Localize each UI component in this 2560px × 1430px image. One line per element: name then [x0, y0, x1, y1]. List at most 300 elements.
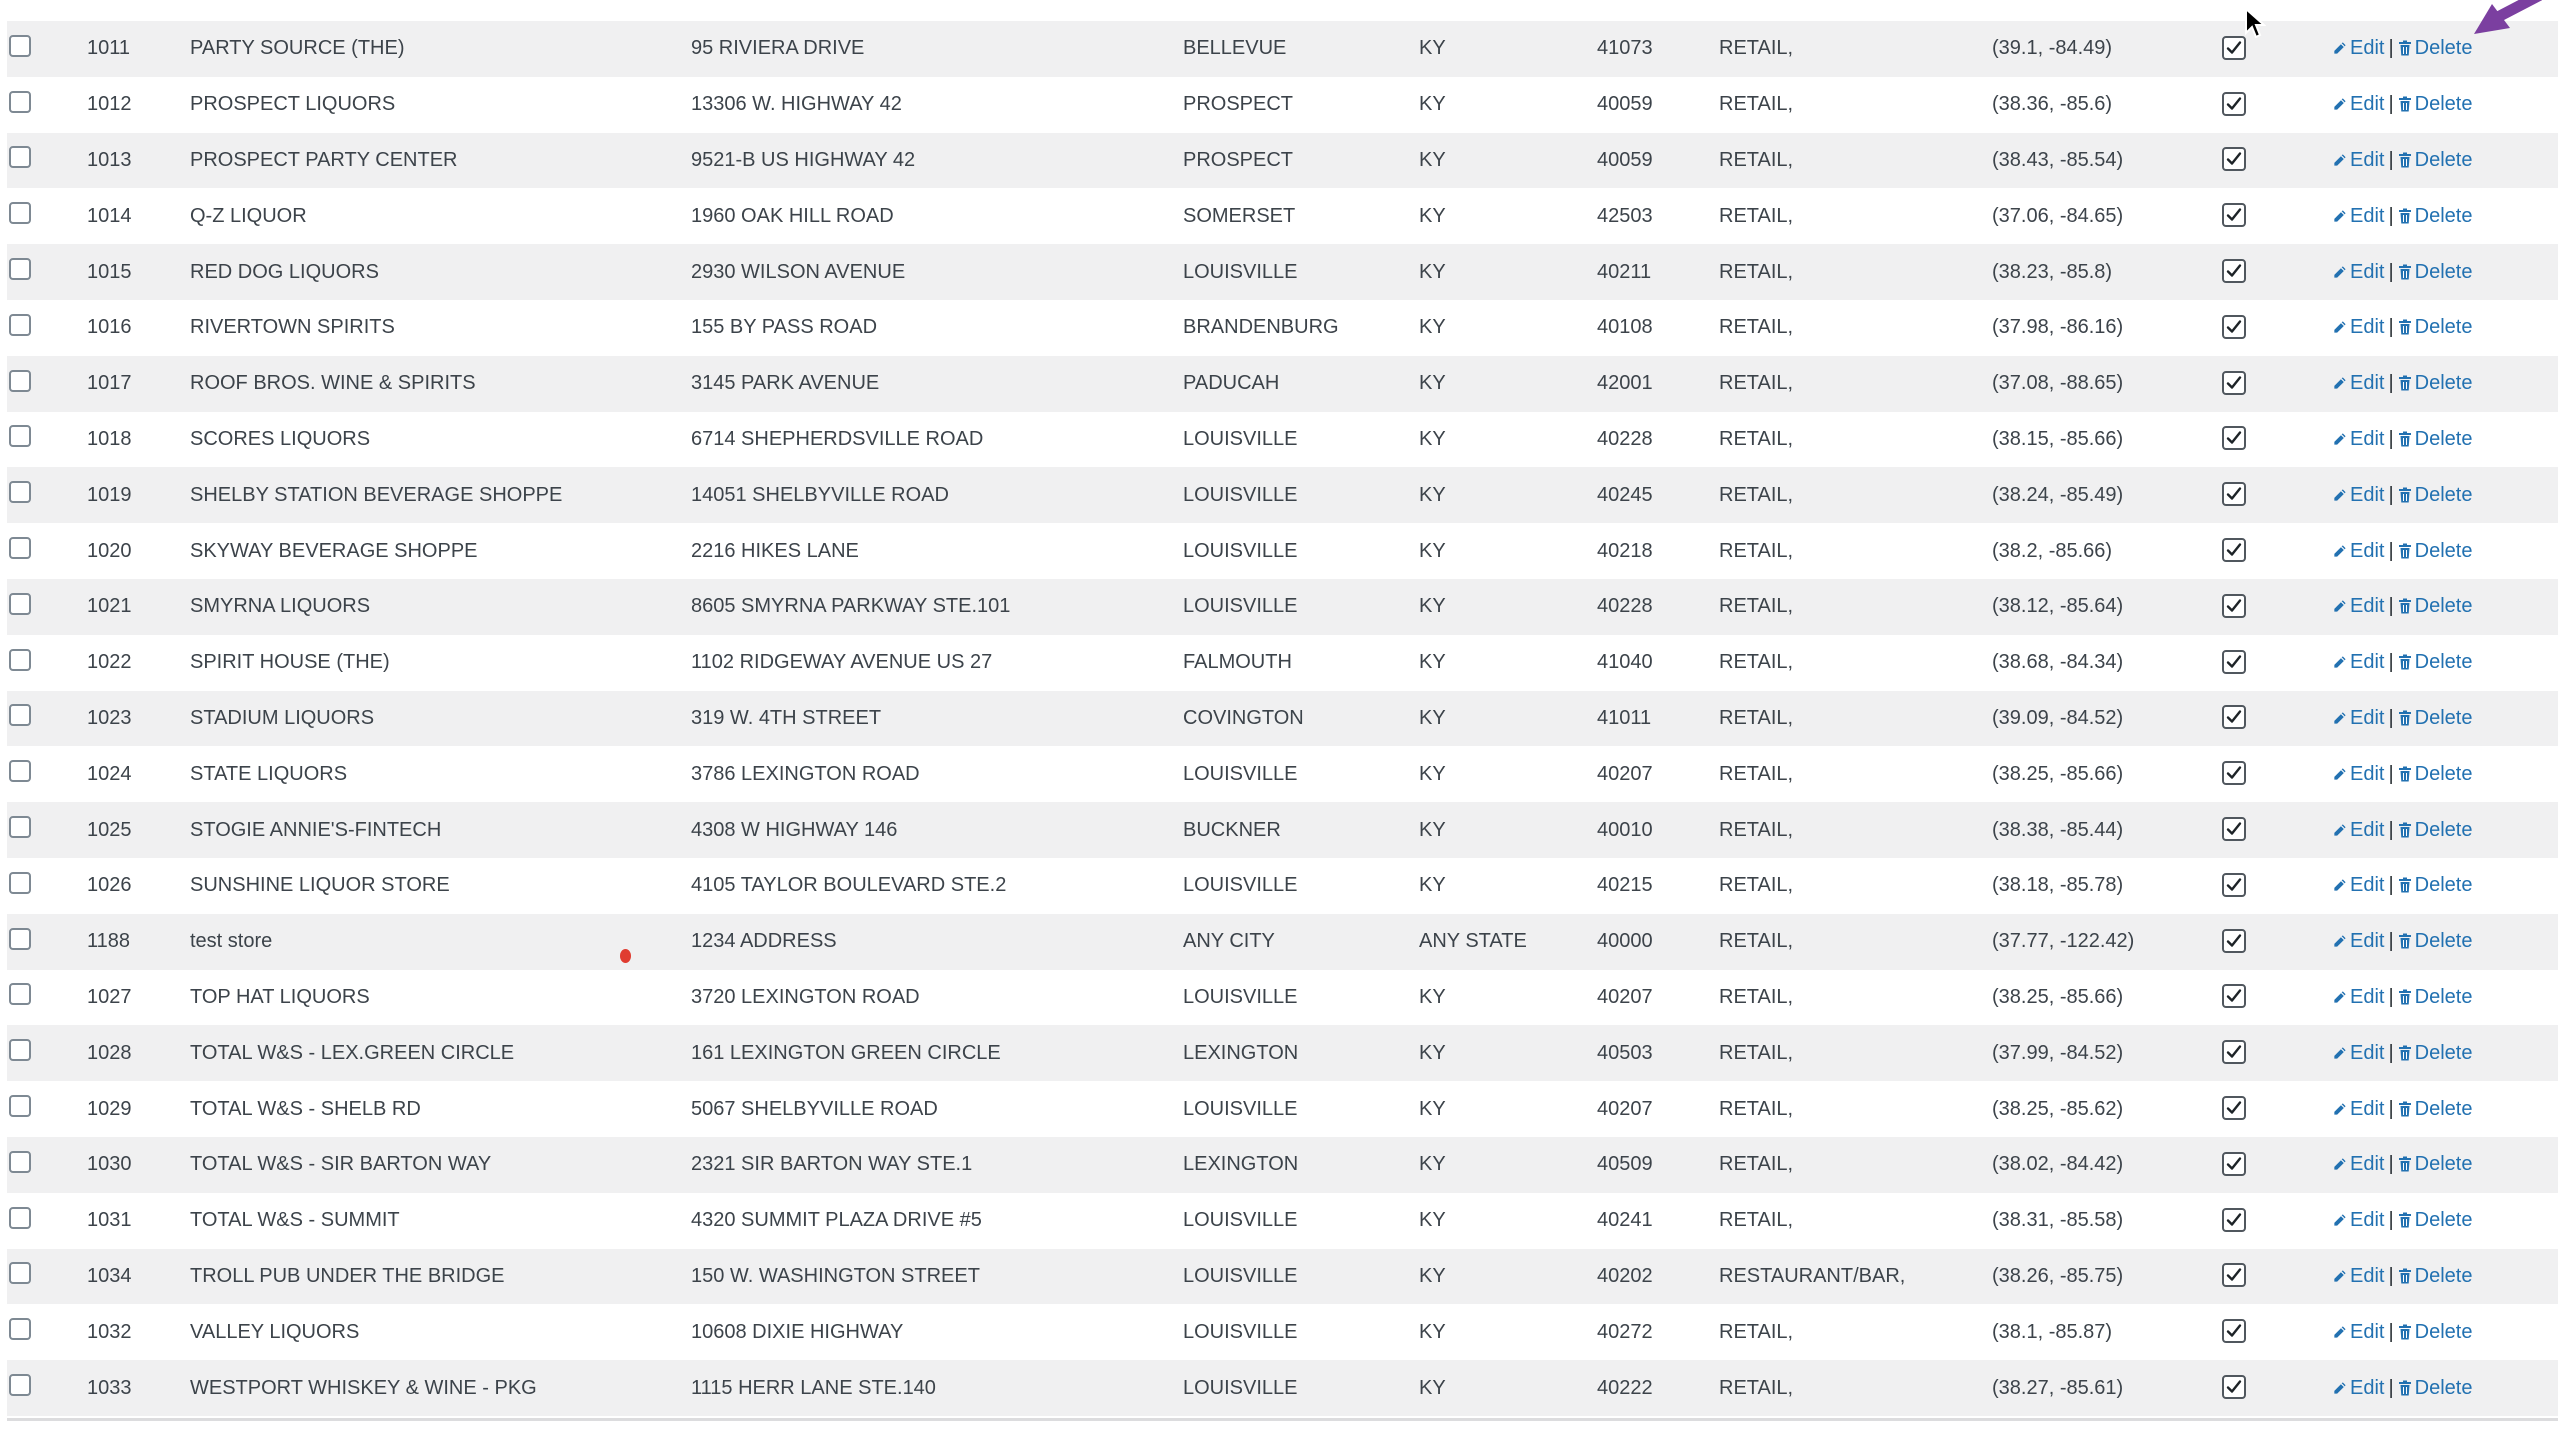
- pencil-icon: [2332, 209, 2347, 224]
- row-select-checkbox[interactable]: [9, 983, 31, 1005]
- active-cell: [2222, 691, 2332, 747]
- active-cell: [2222, 21, 2332, 77]
- action-separator: |: [2388, 1097, 2394, 1120]
- checkmark-icon: [2225, 39, 2243, 57]
- checkmark-icon: [2225, 262, 2243, 280]
- store-type-cell: RESTAURANT/BAR,: [1719, 1264, 1906, 1287]
- pencil-icon: [2332, 432, 2347, 447]
- active-checkbox[interactable]: [2222, 315, 2246, 339]
- store-type-cell: RETAIL,: [1719, 1041, 1794, 1064]
- store-coords-cell: (37.98, -86.16): [1992, 316, 2124, 339]
- trash-icon: [2398, 264, 2412, 280]
- action-separator: |: [2388, 93, 2394, 116]
- delete-link[interactable]: [2398, 986, 2473, 1008]
- table-row: [7, 412, 2558, 468]
- edit-link[interactable]: [2332, 428, 2384, 450]
- store-zip-cell: 40503: [1597, 1041, 1653, 1064]
- delete-link[interactable]: [2398, 149, 2473, 171]
- store-zip-cell: 40241: [1597, 1209, 1653, 1232]
- store-name-cell: test store: [190, 930, 273, 953]
- row-actions-cell: [2332, 1304, 2558, 1360]
- row-select-checkbox[interactable]: [9, 1095, 31, 1117]
- store-zip-cell: 40228: [1597, 427, 1653, 450]
- delete-label: Delete: [2414, 148, 2473, 171]
- row-actions-cell: [2332, 77, 2558, 133]
- delete-link[interactable]: [2398, 930, 2473, 952]
- active-checkbox[interactable]: [2222, 1375, 2246, 1399]
- row-select-cell: [7, 746, 87, 802]
- delete-label: Delete: [2414, 1153, 2473, 1176]
- active-checkbox[interactable]: [2222, 259, 2246, 283]
- active-cell: [2222, 635, 2332, 691]
- active-checkbox[interactable]: [2222, 984, 2246, 1008]
- row-actions-cell: [2332, 1249, 2558, 1305]
- store-name-cell: STADIUM LIQUORS: [190, 706, 375, 729]
- store-name-cell: TROLL PUB UNDER THE BRIDGE: [190, 1264, 505, 1287]
- store-state-cell: KY: [1419, 1097, 1446, 1120]
- store-zip-cell: 40211: [1597, 260, 1652, 283]
- row-select-checkbox[interactable]: [9, 35, 31, 57]
- delete-link[interactable]: [2398, 1042, 2473, 1064]
- delete-label: Delete: [2414, 874, 2473, 897]
- row-select-cell: [7, 244, 87, 300]
- table-row: [7, 970, 2558, 1026]
- pencil-icon: [2332, 1213, 2347, 1228]
- row-select-checkbox[interactable]: [9, 816, 31, 838]
- active-checkbox[interactable]: [2222, 1208, 2246, 1232]
- edit-link[interactable]: [2332, 316, 2384, 338]
- pencil-icon: [2332, 878, 2347, 893]
- trash-icon: [2398, 1268, 2412, 1284]
- edit-link[interactable]: [2332, 540, 2384, 562]
- active-checkbox[interactable]: [2222, 203, 2246, 227]
- delete-label: Delete: [2414, 204, 2473, 227]
- delete-label: Delete: [2414, 1097, 2473, 1120]
- store-zip-cell: 40215: [1597, 874, 1653, 897]
- delete-link[interactable]: [2398, 819, 2473, 841]
- row-select-checkbox[interactable]: [9, 202, 31, 224]
- trash-icon: [2398, 710, 2412, 726]
- active-checkbox[interactable]: [2222, 817, 2246, 841]
- action-separator: |: [2388, 1153, 2394, 1176]
- edit-link[interactable]: [2332, 874, 2384, 896]
- active-cell: [2222, 412, 2332, 468]
- checkmark-icon: [2225, 1322, 2243, 1340]
- active-checkbox[interactable]: [2222, 371, 2246, 395]
- delete-link[interactable]: [2398, 205, 2473, 227]
- action-separator: |: [2388, 1209, 2394, 1232]
- store-city-cell: LOUISVILLE: [1183, 1097, 1298, 1120]
- row-select-cell: [7, 802, 87, 858]
- row-select-cell: [7, 1249, 87, 1305]
- edit-link[interactable]: [2332, 149, 2384, 171]
- row-select-checkbox[interactable]: [9, 872, 31, 894]
- delete-link[interactable]: [2398, 1098, 2473, 1120]
- store-state-cell: KY: [1419, 1264, 1446, 1287]
- trash-icon: [2398, 1156, 2412, 1172]
- pencil-icon: [2332, 41, 2347, 56]
- store-zip-cell: 42503: [1597, 204, 1653, 227]
- store-name-cell: WESTPORT WHISKEY & WINE - PKG: [190, 1376, 537, 1399]
- checkmark-icon: [2225, 987, 2243, 1005]
- pencil-icon: [2332, 544, 2347, 559]
- store-state-cell: KY: [1419, 483, 1446, 506]
- store-city-cell: ANY CITY: [1183, 930, 1275, 953]
- delete-link[interactable]: [2398, 1377, 2473, 1399]
- active-cell: [2222, 579, 2332, 635]
- table-row: [7, 1193, 2558, 1249]
- store-address-cell: 6714 SHEPHERDSVILLE ROAD: [691, 427, 984, 450]
- store-name-cell: STATE LIQUORS: [190, 762, 348, 785]
- delete-link[interactable]: [2398, 428, 2473, 450]
- edit-label: Edit: [2350, 483, 2385, 506]
- store-name-cell: TOTAL W&S - SIR BARTON WAY: [190, 1153, 492, 1176]
- edit-link[interactable]: [2332, 93, 2384, 115]
- checkmark-icon: [2225, 429, 2243, 447]
- active-cell: [2222, 467, 2332, 523]
- store-state-cell: KY: [1419, 985, 1446, 1008]
- edit-link[interactable]: [2332, 1209, 2384, 1231]
- pencil-icon: [2332, 767, 2347, 782]
- action-separator: |: [2388, 316, 2394, 339]
- row-actions-cell: [2332, 858, 2558, 914]
- store-id-cell: 1030: [87, 1153, 132, 1176]
- row-select-cell: [7, 523, 87, 579]
- active-checkbox[interactable]: [2222, 1319, 2246, 1343]
- active-checkbox[interactable]: [2222, 761, 2246, 785]
- table-row: [7, 300, 2558, 356]
- row-select-checkbox[interactable]: [9, 425, 31, 447]
- action-separator: |: [2388, 204, 2394, 227]
- delete-link[interactable]: [2398, 372, 2473, 394]
- active-cell: [2222, 356, 2332, 412]
- store-city-cell: LOUISVILLE: [1183, 762, 1298, 785]
- store-zip-cell: 42001: [1597, 372, 1653, 395]
- active-checkbox[interactable]: [2222, 426, 2246, 450]
- delete-label: Delete: [2414, 985, 2473, 1008]
- store-city-cell: LOUISVILLE: [1183, 260, 1298, 283]
- delete-link[interactable]: [2398, 93, 2473, 115]
- store-type-cell: RETAIL,: [1719, 1209, 1794, 1232]
- store-type-cell: RETAIL,: [1719, 1320, 1794, 1343]
- store-state-cell: KY: [1419, 539, 1446, 562]
- store-type-cell: RETAIL,: [1719, 483, 1794, 506]
- store-city-cell: BRANDENBURG: [1183, 316, 1339, 339]
- store-address-cell: 3786 LEXINGTON ROAD: [691, 762, 920, 785]
- active-checkbox[interactable]: [2222, 873, 2246, 897]
- store-id-cell: 1022: [87, 651, 132, 674]
- row-select-checkbox[interactable]: [9, 537, 31, 559]
- row-select-checkbox[interactable]: [9, 91, 31, 113]
- arrow-annotation-icon: [2462, 0, 2542, 40]
- active-checkbox[interactable]: [2222, 705, 2246, 729]
- edit-link[interactable]: [2332, 1042, 2384, 1064]
- delete-link[interactable]: [2398, 874, 2473, 896]
- store-type-cell: RETAIL,: [1719, 651, 1794, 674]
- edit-link[interactable]: [2332, 763, 2384, 785]
- store-coords-cell: (38.18, -85.78): [1992, 874, 2124, 897]
- pencil-icon: [2332, 1157, 2347, 1172]
- stores-table-wrap: [7, 21, 2558, 1416]
- row-select-checkbox[interactable]: [9, 649, 31, 671]
- edit-link[interactable]: [2332, 372, 2384, 394]
- delete-link[interactable]: [2398, 763, 2473, 785]
- trash-icon: [2398, 933, 2412, 949]
- store-address-cell: 9521-B US HIGHWAY 42: [691, 148, 916, 171]
- delete-link[interactable]: [2398, 1321, 2473, 1343]
- row-select-cell: [7, 133, 87, 189]
- store-zip-cell: 40059: [1597, 148, 1653, 171]
- store-name-cell: SUNSHINE LIQUOR STORE: [190, 874, 450, 897]
- edit-label: Edit: [2350, 1153, 2385, 1176]
- checkmark-icon: [2225, 708, 2243, 726]
- edit-link[interactable]: [2332, 1153, 2384, 1175]
- store-zip-cell: 40059: [1597, 93, 1653, 116]
- table-row: [7, 1360, 2558, 1416]
- active-checkbox[interactable]: [2222, 1096, 2246, 1120]
- active-cell: [2222, 1360, 2332, 1416]
- store-type-cell: RETAIL,: [1719, 985, 1794, 1008]
- edit-label: Edit: [2350, 1264, 2385, 1287]
- edit-link[interactable]: [2332, 930, 2384, 952]
- edit-link[interactable]: [2332, 484, 2384, 506]
- edit-link[interactable]: [2332, 205, 2384, 227]
- store-name-cell: SKYWAY BEVERAGE SHOPPE: [190, 539, 478, 562]
- store-city-cell: LOUISVILLE: [1183, 874, 1298, 897]
- active-checkbox[interactable]: [2222, 538, 2246, 562]
- edit-link[interactable]: [2332, 37, 2384, 59]
- row-select-cell: [7, 579, 87, 635]
- pencil-icon: [2332, 376, 2347, 391]
- action-separator: |: [2388, 260, 2394, 283]
- store-city-cell: BELLEVUE: [1183, 37, 1287, 60]
- table-row: [7, 1304, 2558, 1360]
- active-checkbox[interactable]: [2222, 92, 2246, 116]
- delete-label: Delete: [2414, 539, 2473, 562]
- active-checkbox[interactable]: [2222, 594, 2246, 618]
- trash-icon: [2398, 654, 2412, 670]
- store-id-cell: 1020: [87, 539, 132, 562]
- store-type-cell: RETAIL,: [1719, 818, 1794, 841]
- active-cell: [2222, 1025, 2332, 1081]
- active-cell: [2222, 188, 2332, 244]
- delete-link[interactable]: [2398, 1153, 2473, 1175]
- edit-link[interactable]: [2332, 1321, 2384, 1343]
- checkmark-icon: [2225, 485, 2243, 503]
- store-state-cell: KY: [1419, 1376, 1446, 1399]
- edit-link[interactable]: [2332, 1098, 2384, 1120]
- store-address-cell: 1234 ADDRESS: [691, 930, 837, 953]
- edit-link[interactable]: [2332, 986, 2384, 1008]
- store-city-cell: BUCKNER: [1183, 818, 1281, 841]
- delete-label: Delete: [2414, 1376, 2473, 1399]
- row-select-checkbox[interactable]: [9, 1262, 31, 1284]
- pencil-icon: [2332, 990, 2347, 1005]
- delete-link[interactable]: [2398, 484, 2473, 506]
- store-zip-cell: 41011: [1597, 706, 1652, 729]
- store-state-cell: KY: [1419, 818, 1446, 841]
- store-state-cell: KY: [1419, 148, 1446, 171]
- checkmark-icon: [2225, 1099, 2243, 1117]
- store-zip-cell: 40207: [1597, 762, 1653, 785]
- active-cell: [2222, 523, 2332, 579]
- action-separator: |: [2388, 706, 2394, 729]
- trash-icon: [2398, 319, 2412, 335]
- row-select-checkbox[interactable]: [9, 593, 31, 615]
- store-name-cell: ROOF BROS. WINE & SPIRITS: [190, 372, 476, 395]
- store-name-cell: TOP HAT LIQUORS: [190, 985, 370, 1008]
- store-id-cell: 1026: [87, 874, 132, 897]
- store-type-cell: RETAIL,: [1719, 1153, 1794, 1176]
- row-select-checkbox[interactable]: [9, 370, 31, 392]
- active-checkbox[interactable]: [2222, 1040, 2246, 1064]
- store-address-cell: 1115 HERR LANE STE.140: [691, 1376, 936, 1399]
- store-coords-cell: (37.99, -84.52): [1992, 1041, 2124, 1064]
- delete-link[interactable]: [2398, 540, 2473, 562]
- row-actions-cell: [2332, 1193, 2558, 1249]
- delete-label: Delete: [2414, 372, 2473, 395]
- store-name-cell: TOTAL W&S - SUMMIT: [190, 1209, 400, 1232]
- edit-link[interactable]: [2332, 819, 2384, 841]
- table-row: [7, 746, 2558, 802]
- pencil-icon: [2332, 153, 2347, 168]
- action-separator: |: [2388, 595, 2394, 618]
- store-address-cell: 3145 PARK AVENUE: [691, 372, 880, 395]
- row-actions-cell: [2332, 635, 2558, 691]
- active-checkbox[interactable]: [2222, 1152, 2246, 1176]
- row-select-checkbox[interactable]: [9, 928, 31, 950]
- store-zip-cell: 40108: [1597, 316, 1653, 339]
- store-coords-cell: (38.2, -85.66): [1992, 539, 2113, 562]
- edit-label: Edit: [2350, 930, 2385, 953]
- store-type-cell: RETAIL,: [1719, 37, 1794, 60]
- store-type-cell: RETAIL,: [1719, 316, 1794, 339]
- pencil-icon: [2332, 1102, 2347, 1117]
- delete-link[interactable]: [2398, 1265, 2473, 1287]
- delete-link[interactable]: [2398, 37, 2473, 59]
- row-select-checkbox[interactable]: [9, 1374, 31, 1396]
- checkmark-icon: [2225, 820, 2243, 838]
- row-select-checkbox[interactable]: [9, 760, 31, 782]
- active-checkbox[interactable]: [2222, 929, 2246, 953]
- row-select-checkbox[interactable]: [9, 1151, 31, 1173]
- pencil-icon: [2332, 1046, 2347, 1061]
- trash-icon: [2398, 431, 2412, 447]
- table-row: [7, 802, 2558, 858]
- store-coords-cell: (38.25, -85.66): [1992, 762, 2124, 785]
- row-select-checkbox[interactable]: [9, 704, 31, 726]
- store-coords-cell: (38.25, -85.66): [1992, 985, 2124, 1008]
- store-id-cell: 1188: [87, 930, 131, 953]
- checkmark-icon: [2225, 318, 2243, 336]
- edit-link[interactable]: [2332, 595, 2384, 617]
- edit-label: Edit: [2350, 260, 2385, 283]
- delete-link[interactable]: [2398, 1209, 2473, 1231]
- store-id-cell: 1033: [87, 1376, 132, 1399]
- action-separator: |: [2388, 762, 2394, 785]
- delete-link[interactable]: [2398, 707, 2473, 729]
- table-row: [7, 356, 2558, 412]
- store-zip-cell: 41073: [1597, 37, 1653, 60]
- store-id-cell: 1034: [87, 1264, 132, 1287]
- stores-table: [7, 21, 2558, 1416]
- edit-label: Edit: [2350, 427, 2385, 450]
- row-select-checkbox[interactable]: [9, 1207, 31, 1229]
- delete-label: Delete: [2414, 595, 2473, 618]
- action-separator: |: [2388, 874, 2394, 897]
- store-city-cell: LOUISVILLE: [1183, 595, 1298, 618]
- active-checkbox[interactable]: [2222, 36, 2246, 60]
- table-row: [7, 914, 2558, 970]
- pencil-icon: [2332, 599, 2347, 614]
- edit-link[interactable]: [2332, 1265, 2384, 1287]
- trash-icon: [2398, 989, 2412, 1005]
- store-address-cell: 10608 DIXIE HIGHWAY: [691, 1320, 904, 1343]
- checkmark-icon: [2225, 597, 2243, 615]
- edit-link[interactable]: [2332, 261, 2384, 283]
- active-checkbox[interactable]: [2222, 482, 2246, 506]
- row-select-checkbox[interactable]: [9, 258, 31, 280]
- delete-link[interactable]: [2398, 316, 2473, 338]
- edit-label: Edit: [2350, 93, 2385, 116]
- pencil-icon: [2332, 823, 2347, 838]
- store-id-cell: 1027: [87, 985, 132, 1008]
- row-select-checkbox[interactable]: [9, 146, 31, 168]
- trash-icon: [2398, 1045, 2412, 1061]
- row-select-cell: [7, 300, 87, 356]
- store-coords-cell: (38.24, -85.49): [1992, 483, 2124, 506]
- row-select-cell: [7, 356, 87, 412]
- store-type-cell: RETAIL,: [1719, 539, 1794, 562]
- delete-link[interactable]: [2398, 261, 2473, 283]
- store-coords-cell: (38.23, -85.8): [1992, 260, 2113, 283]
- store-city-cell: LOUISVILLE: [1183, 1376, 1298, 1399]
- edit-link[interactable]: [2332, 651, 2384, 673]
- edit-link[interactable]: [2332, 1377, 2384, 1399]
- table-row: [7, 244, 2558, 300]
- active-checkbox[interactable]: [2222, 147, 2246, 171]
- trash-icon: [2398, 1101, 2412, 1117]
- row-select-cell: [7, 1081, 87, 1137]
- row-select-checkbox[interactable]: [9, 1318, 31, 1340]
- table-row: [7, 133, 2558, 189]
- store-state-cell: KY: [1419, 1041, 1446, 1064]
- store-name-cell: PARTY SOURCE (THE): [190, 37, 405, 60]
- row-select-checkbox[interactable]: [9, 1039, 31, 1061]
- action-separator: |: [2388, 1320, 2394, 1343]
- delete-link[interactable]: [2398, 595, 2473, 617]
- store-state-cell: KY: [1419, 204, 1446, 227]
- store-name-cell: STOGIE ANNIE'S-FINTECH: [190, 818, 442, 841]
- action-separator: |: [2388, 37, 2394, 60]
- edit-label: Edit: [2350, 37, 2385, 60]
- delete-link[interactable]: [2398, 651, 2473, 673]
- row-select-checkbox[interactable]: [9, 481, 31, 503]
- pencil-icon: [2332, 711, 2347, 726]
- active-checkbox[interactable]: [2222, 650, 2246, 674]
- edit-link[interactable]: [2332, 707, 2384, 729]
- store-city-cell: PROSPECT: [1183, 148, 1294, 171]
- table-row: [7, 188, 2558, 244]
- store-type-cell: RETAIL,: [1719, 427, 1794, 450]
- store-coords-cell: (38.31, -85.58): [1992, 1209, 2124, 1232]
- edit-label: Edit: [2350, 1376, 2385, 1399]
- row-select-cell: [7, 1137, 87, 1193]
- active-cell: [2222, 858, 2332, 914]
- action-separator: |: [2388, 930, 2394, 953]
- active-checkbox[interactable]: [2222, 1263, 2246, 1287]
- row-select-checkbox[interactable]: [9, 314, 31, 336]
